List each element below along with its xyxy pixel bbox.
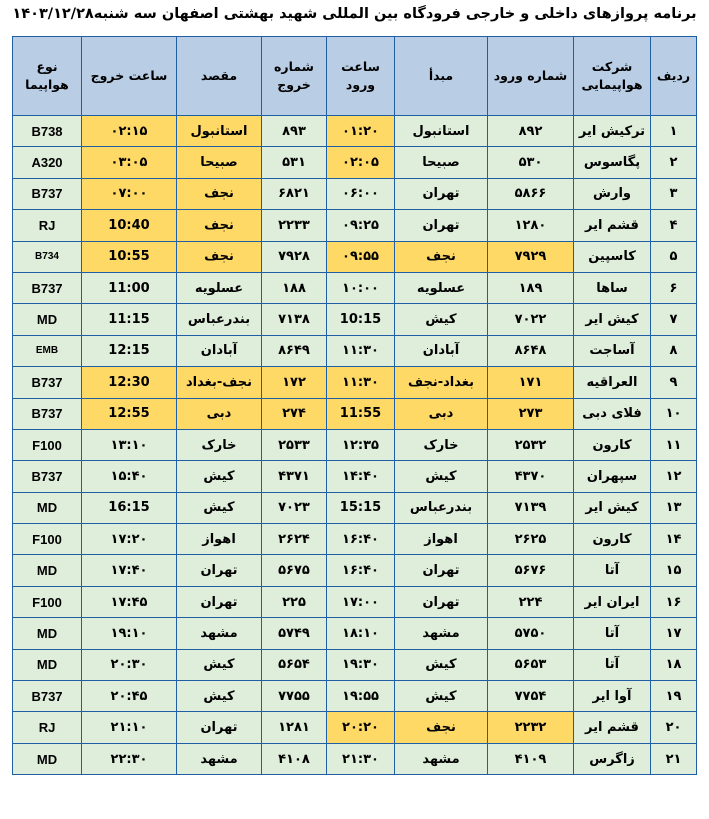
aircraft-type-cell: B737 — [13, 398, 82, 429]
destination-cell: نجف — [177, 241, 262, 272]
table-row — [13, 147, 697, 178]
departure-time-cell: 10:40 — [82, 210, 177, 241]
arrival-number-cell: ۱۸۹ — [488, 272, 574, 303]
departure-number-cell: ۴۳۷۱ — [262, 461, 327, 492]
aircraft-type-cell: MD — [13, 304, 82, 335]
destination-cell: تهران — [177, 586, 262, 617]
departure-number-cell: ۷۷۵۵ — [262, 681, 327, 712]
arrival-time-cell: ۱۰:۰۰ — [327, 272, 395, 303]
arrival-time-cell: 11:55 — [327, 398, 395, 429]
departure-time-cell: ۲۲:۳۰ — [82, 743, 177, 774]
header-destination: مقصد — [177, 37, 262, 116]
departure-number-cell: ۴۱۰۸ — [262, 743, 327, 774]
departure-time-cell: 12:55 — [82, 398, 177, 429]
origin-cell: تهران — [395, 586, 488, 617]
destination-cell: بندرعباس — [177, 304, 262, 335]
aircraft-type-cell: RJ — [13, 210, 82, 241]
row-number-cell: ۱۶ — [651, 586, 697, 617]
departure-number-cell: ۷۹۲۸ — [262, 241, 327, 272]
destination-cell: نجف-بغداد — [177, 367, 262, 398]
origin-cell: تهران — [395, 555, 488, 586]
origin-cell: عسلویه — [395, 272, 488, 303]
origin-cell: بغداد-نجف — [395, 367, 488, 398]
airline-cell: ساها — [574, 272, 651, 303]
aircraft-type-cell: F100 — [13, 429, 82, 460]
row-number-cell: ۶ — [651, 272, 697, 303]
table-row — [13, 398, 697, 429]
arrival-number-cell: ۸۹۲ — [488, 116, 574, 147]
departure-time-cell: ۰۷:۰۰ — [82, 178, 177, 209]
departure-time-cell: ۲۰:۳۰ — [82, 649, 177, 680]
aircraft-type-cell: MD — [13, 618, 82, 649]
header-arrival-time: ساعت ورود — [327, 37, 395, 116]
aircraft-type-cell: B737 — [13, 272, 82, 303]
origin-cell: اهواز — [395, 524, 488, 555]
arrival-number-cell: ۵۷۵۰ — [488, 618, 574, 649]
airline-cell: کارون — [574, 524, 651, 555]
departure-time-cell: 12:15 — [82, 335, 177, 366]
origin-cell: مشهد — [395, 743, 488, 774]
origin-cell: تهران — [395, 210, 488, 241]
arrival-time-cell: ۰۲:۰۵ — [327, 147, 395, 178]
row-number-cell: ۲۱ — [651, 743, 697, 774]
departure-time-cell: ۱۳:۱۰ — [82, 429, 177, 460]
table-row — [13, 241, 697, 272]
departure-time-cell: 11:15 — [82, 304, 177, 335]
origin-cell: نجف — [395, 712, 488, 743]
table-row — [13, 586, 697, 617]
airline-cell: کاسپین — [574, 241, 651, 272]
arrival-time-cell: ۱۴:۴۰ — [327, 461, 395, 492]
arrival-time-cell: ۲۱:۳۰ — [327, 743, 395, 774]
arrival-number-cell: ۴۳۷۰ — [488, 461, 574, 492]
airline-cell: ایران ایر — [574, 586, 651, 617]
airline-cell: العراقیه — [574, 367, 651, 398]
arrival-number-cell: ۲۲۳۲ — [488, 712, 574, 743]
row-number-cell: ۷ — [651, 304, 697, 335]
row-number-cell: ۲ — [651, 147, 697, 178]
arrival-time-cell: 10:15 — [327, 304, 395, 335]
airline-cell: کیش ایر — [574, 304, 651, 335]
aircraft-type-cell: B734 — [13, 241, 82, 272]
airline-cell: زاگرس — [574, 743, 651, 774]
header-row-number: ردیف — [651, 37, 697, 116]
aircraft-type-cell: MD — [13, 649, 82, 680]
arrival-number-cell: ۲۵۳۲ — [488, 429, 574, 460]
aircraft-type-cell: B738 — [13, 116, 82, 147]
origin-cell: نجف — [395, 241, 488, 272]
header-row — [13, 37, 697, 116]
origin-cell: کیش — [395, 304, 488, 335]
airline-cell: آساجت — [574, 335, 651, 366]
origin-cell: کیش — [395, 461, 488, 492]
origin-cell: استانبول — [395, 116, 488, 147]
arrival-time-cell: ۱۱:۳۰ — [327, 367, 395, 398]
header-airline: شرکت هواپیمایی — [574, 37, 651, 116]
row-number-cell: ۱۴ — [651, 524, 697, 555]
departure-time-cell: ۱۷:۲۰ — [82, 524, 177, 555]
origin-cell: مشهد — [395, 618, 488, 649]
airline-cell: پگاسوس — [574, 147, 651, 178]
destination-cell: مشهد — [177, 743, 262, 774]
table-row — [13, 304, 697, 335]
departure-number-cell: ۲۲۳۳ — [262, 210, 327, 241]
origin-cell: تهران — [395, 178, 488, 209]
destination-cell: نجف — [177, 210, 262, 241]
departure-number-cell: ۲۶۲۴ — [262, 524, 327, 555]
row-number-cell: ۵ — [651, 241, 697, 272]
arrival-number-cell: ۲۷۳ — [488, 398, 574, 429]
header-arrival-number: شماره ورود — [488, 37, 574, 116]
row-number-cell: ۱۹ — [651, 681, 697, 712]
table-row — [13, 272, 697, 303]
row-number-cell: ۳ — [651, 178, 697, 209]
origin-cell: آبادان — [395, 335, 488, 366]
origin-cell: خارک — [395, 429, 488, 460]
arrival-number-cell: ۵۸۶۶ — [488, 178, 574, 209]
departure-time-cell: ۰۳:۰۵ — [82, 147, 177, 178]
arrival-number-cell: ۱۲۸۰ — [488, 210, 574, 241]
arrival-number-cell: ۲۶۲۵ — [488, 524, 574, 555]
table-row — [13, 712, 697, 743]
destination-cell: مشهد — [177, 618, 262, 649]
table-row — [13, 367, 697, 398]
aircraft-type-cell: MD — [13, 743, 82, 774]
departure-number-cell: ۵۳۱ — [262, 147, 327, 178]
arrival-number-cell: ۸۶۴۸ — [488, 335, 574, 366]
arrival-number-cell: ۷۰۲۲ — [488, 304, 574, 335]
aircraft-type-cell: B737 — [13, 367, 82, 398]
table-row — [13, 116, 697, 147]
departure-time-cell: ۰۲:۱۵ — [82, 116, 177, 147]
arrival-time-cell: ۱۸:۱۰ — [327, 618, 395, 649]
destination-cell: اهواز — [177, 524, 262, 555]
departure-time-cell: ۲۰:۴۵ — [82, 681, 177, 712]
arrival-time-cell: ۲۰:۲۰ — [327, 712, 395, 743]
table-row — [13, 524, 697, 555]
destination-cell: آبادان — [177, 335, 262, 366]
origin-cell: صبیحا — [395, 147, 488, 178]
arrival-time-cell: ۰۹:۲۵ — [327, 210, 395, 241]
arrival-number-cell: ۷۷۵۴ — [488, 681, 574, 712]
arrival-number-cell: ۷۹۲۹ — [488, 241, 574, 272]
arrival-number-cell: ۱۷۱ — [488, 367, 574, 398]
departure-time-cell: 11:00 — [82, 272, 177, 303]
airline-cell: کیش ایر — [574, 492, 651, 523]
aircraft-type-cell: F100 — [13, 524, 82, 555]
destination-cell: کیش — [177, 681, 262, 712]
airline-cell: کارون — [574, 429, 651, 460]
arrival-time-cell: 15:15 — [327, 492, 395, 523]
header-departure-number: شماره خروج — [262, 37, 327, 116]
departure-time-cell: 10:55 — [82, 241, 177, 272]
arrival-time-cell: ۱۱:۳۰ — [327, 335, 395, 366]
departure-time-cell: ۲۱:۱۰ — [82, 712, 177, 743]
origin-cell: بندرعباس — [395, 492, 488, 523]
row-number-cell: ۱ — [651, 116, 697, 147]
origin-cell: دبی — [395, 398, 488, 429]
destination-cell: خارک — [177, 429, 262, 460]
airline-cell: آتا — [574, 649, 651, 680]
airline-cell: آتا — [574, 618, 651, 649]
airline-cell: آوا ایر — [574, 681, 651, 712]
aircraft-type-cell: B737 — [13, 681, 82, 712]
table-row — [13, 492, 697, 523]
departure-number-cell: ۱۷۲ — [262, 367, 327, 398]
arrival-time-cell: ۰۱:۲۰ — [327, 116, 395, 147]
departure-time-cell: ۱۷:۴۰ — [82, 555, 177, 586]
arrival-number-cell: ۵۶۷۶ — [488, 555, 574, 586]
airline-cell: سپهران — [574, 461, 651, 492]
row-number-cell: ۱۷ — [651, 618, 697, 649]
row-number-cell: ۱۱ — [651, 429, 697, 460]
table-row — [13, 178, 697, 209]
aircraft-type-cell: B737 — [13, 178, 82, 209]
row-number-cell: ۱۸ — [651, 649, 697, 680]
row-number-cell: ۱۵ — [651, 555, 697, 586]
table-row — [13, 743, 697, 774]
arrival-time-cell: ۱۶:۴۰ — [327, 555, 395, 586]
origin-cell: کیش — [395, 681, 488, 712]
airline-cell: وارش — [574, 178, 651, 209]
airline-cell: قشم ایر — [574, 210, 651, 241]
departure-number-cell: ۵۷۴۹ — [262, 618, 327, 649]
departure-time-cell: ۱۹:۱۰ — [82, 618, 177, 649]
airline-cell: ترکیش ایر — [574, 116, 651, 147]
airline-cell: فلای دبی — [574, 398, 651, 429]
airline-cell: قشم ایر — [574, 712, 651, 743]
departure-time-cell: ۱۵:۴۰ — [82, 461, 177, 492]
arrival-time-cell: ۱۹:۳۰ — [327, 649, 395, 680]
aircraft-type-cell: MD — [13, 492, 82, 523]
departure-number-cell: ۶۸۲۱ — [262, 178, 327, 209]
row-number-cell: ۴ — [651, 210, 697, 241]
row-number-cell: ۱۰ — [651, 398, 697, 429]
aircraft-type-cell: B737 — [13, 461, 82, 492]
departure-number-cell: ۸۹۳ — [262, 116, 327, 147]
row-number-cell: ۹ — [651, 367, 697, 398]
departure-number-cell: ۵۶۷۵ — [262, 555, 327, 586]
origin-cell: کیش — [395, 649, 488, 680]
table-row — [13, 555, 697, 586]
row-number-cell: ۱۳ — [651, 492, 697, 523]
arrival-time-cell: ۱۶:۴۰ — [327, 524, 395, 555]
table-row — [13, 649, 697, 680]
table-row — [13, 681, 697, 712]
destination-cell: نجف — [177, 178, 262, 209]
aircraft-type-cell: F100 — [13, 586, 82, 617]
page-title: برنامه پروازهای داخلی و خارجی فرودگاه بین المللی شهید بهشتی اصفهان سه شنبه۱۴۰۳/۱۲/۲۸ — [12, 6, 697, 22]
destination-cell: صبیحا — [177, 147, 262, 178]
row-number-cell: ۲۰ — [651, 712, 697, 743]
header-origin: مبدأ — [395, 37, 488, 116]
departure-number-cell: ۱۲۸۱ — [262, 712, 327, 743]
table-row — [13, 618, 697, 649]
table-row — [13, 461, 697, 492]
departure-time-cell: ۱۷:۴۵ — [82, 586, 177, 617]
departure-number-cell: ۷۱۳۸ — [262, 304, 327, 335]
arrival-number-cell: ۷۱۳۹ — [488, 492, 574, 523]
arrival-time-cell: ۱۲:۳۵ — [327, 429, 395, 460]
destination-cell: کیش — [177, 461, 262, 492]
destination-cell: تهران — [177, 555, 262, 586]
departure-number-cell: ۲۷۴ — [262, 398, 327, 429]
departure-number-cell: ۲۲۵ — [262, 586, 327, 617]
destination-cell: کیش — [177, 649, 262, 680]
destination-cell: کیش — [177, 492, 262, 523]
header-departure-time: ساعت خروج — [82, 37, 177, 116]
aircraft-type-cell: MD — [13, 555, 82, 586]
arrival-number-cell: ۲۲۴ — [488, 586, 574, 617]
destination-cell: عسلویه — [177, 272, 262, 303]
table-row — [13, 429, 697, 460]
aircraft-type-cell: A320 — [13, 147, 82, 178]
departure-time-cell: 12:30 — [82, 367, 177, 398]
arrival-number-cell: ۴۱۰۹ — [488, 743, 574, 774]
row-number-cell: ۱۲ — [651, 461, 697, 492]
table-row — [13, 335, 697, 366]
arrival-time-cell: ۱۹:۵۵ — [327, 681, 395, 712]
arrival-time-cell: ۰۶:۰۰ — [327, 178, 395, 209]
arrival-number-cell: ۵۳۰ — [488, 147, 574, 178]
departure-time-cell: 16:15 — [82, 492, 177, 523]
destination-cell: تهران — [177, 712, 262, 743]
header-aircraft-type: نوع هواپیما — [13, 37, 82, 116]
flight-schedule-table — [12, 36, 697, 775]
destination-cell: دبی — [177, 398, 262, 429]
arrival-time-cell: ۱۷:۰۰ — [327, 586, 395, 617]
departure-number-cell: ۱۸۸ — [262, 272, 327, 303]
airline-cell: آتا — [574, 555, 651, 586]
departure-number-cell: ۸۶۴۹ — [262, 335, 327, 366]
departure-number-cell: ۲۵۳۳ — [262, 429, 327, 460]
aircraft-type-cell: EMB — [13, 335, 82, 366]
departure-number-cell: ۷۰۲۳ — [262, 492, 327, 523]
aircraft-type-cell: RJ — [13, 712, 82, 743]
row-number-cell: ۸ — [651, 335, 697, 366]
arrival-time-cell: ۰۹:۵۵ — [327, 241, 395, 272]
flight-rows — [13, 116, 697, 775]
table-row — [13, 210, 697, 241]
arrival-number-cell: ۵۶۵۳ — [488, 649, 574, 680]
departure-number-cell: ۵۶۵۴ — [262, 649, 327, 680]
destination-cell: استانبول — [177, 116, 262, 147]
